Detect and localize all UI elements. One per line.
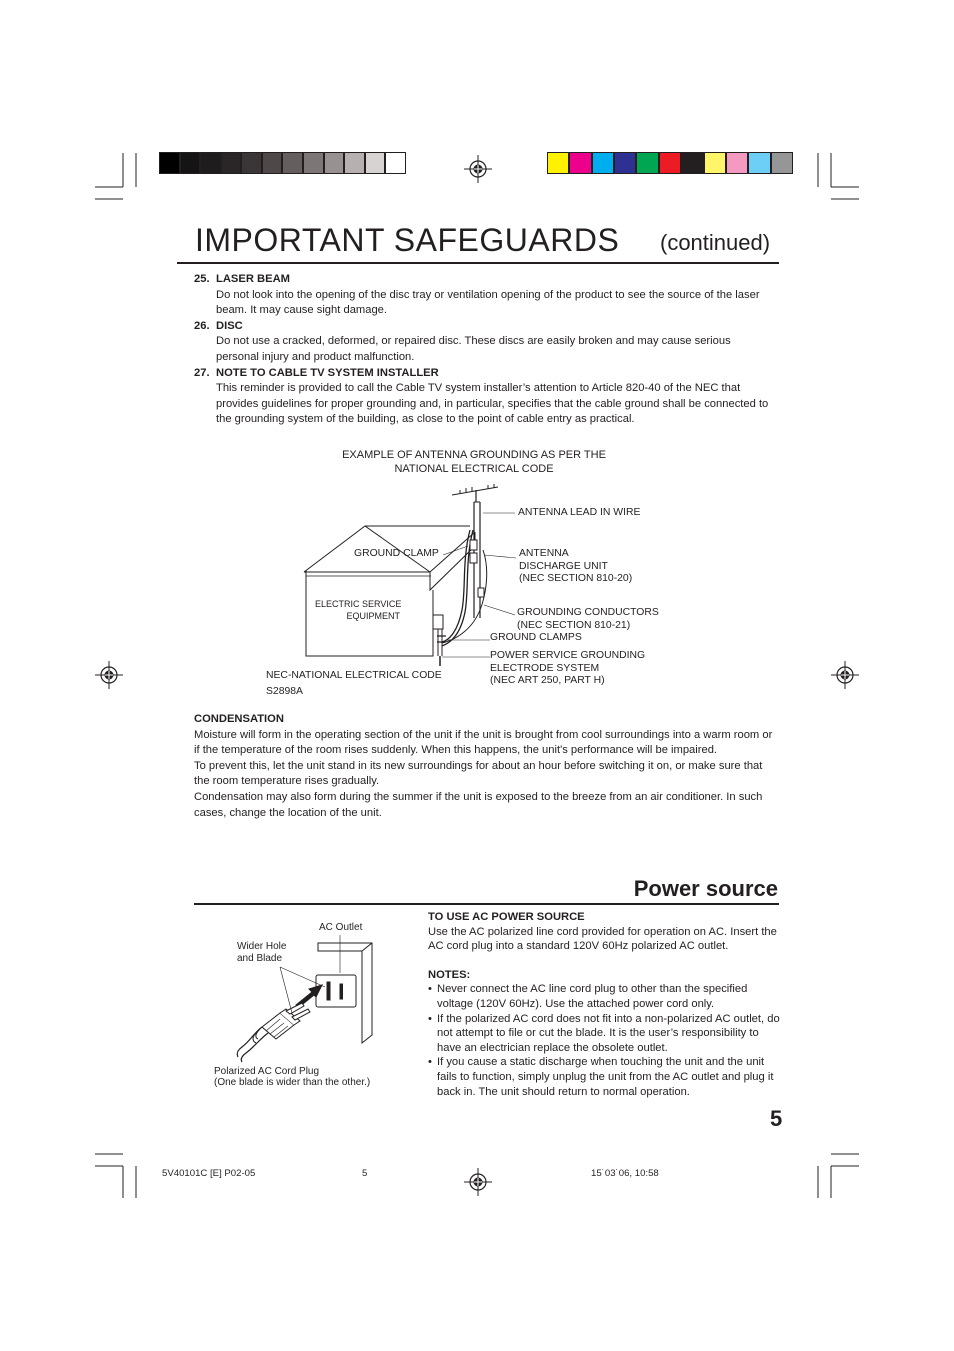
registration-target-icon — [95, 661, 123, 689]
safeguard-item — [194, 319, 774, 366]
page-subtitle: (continued) — [660, 230, 771, 255]
item-number: 27. — [194, 366, 210, 379]
power-source-title: Power source — [633, 876, 778, 901]
safeguard-list — [194, 272, 774, 428]
label-grounding-conductors: GROUNDING CONDUCTORS (NEC SECTION 810-21) — [517, 607, 659, 631]
condensation-paragraph: Moisture will form in the operating section of the unit if the unit is brought from cool surroundings into a warm room or if the temperature of the room rises suddenly. When this happens, the unit's performance will be impaired. — [194, 728, 773, 757]
footer-timestamp: 15˙03˙06, 10:58 — [591, 1168, 659, 1179]
notes-list — [428, 982, 780, 1099]
label-antenna-lead: ANTENNA LEAD IN WIRE — [518, 507, 641, 518]
note-item: • Never connect the AC line cord plug to other than the specified voltage (120V 60Hz). Use the attached power cord only. — [437, 982, 780, 1011]
note-item: • If you cause a static discharge when touching the unit and the unit fails to function, simply unplug the unit from the AC outlet and plug it back in. The unit should return to normal operation. — [437, 1055, 780, 1099]
notes-heading: NOTES: — [428, 968, 471, 981]
item-heading: LASER BEAM — [216, 273, 290, 285]
label-ground-clamps: GROUND CLAMPS — [490, 632, 582, 643]
safeguard-item — [194, 272, 774, 319]
ac-power-heading: TO USE AC POWER SOURCE — [428, 911, 585, 923]
label-wider-hole: Wider Hole and Blade — [237, 941, 287, 964]
condensation-heading: CONDENSATION — [194, 713, 284, 725]
label-electric-service: ELECTRIC SERVICE EQUIPMENT — [315, 599, 402, 621]
label-ground-clamp: GROUND CLAMP — [354, 548, 439, 559]
label-discharge-unit: ANTENNA DISCHARGE UNIT (NEC SECTION 810-20) — [519, 548, 633, 584]
label-polarized-plug: Polarized AC Cord Plug (One blade is wider than the other.) — [214, 1066, 371, 1088]
note-item: • If the polarized AC cord does not fit into a non-polarized AC outlet, do not attempt to file or cut the blade. It is the user’s responsibility to have an electrician replace the obsolete outlet. — [437, 1012, 780, 1056]
item-text: Do not look into the opening of the disc tray or ventilation opening of the product to see the source of the laser beam. It may cause sight damage. — [216, 288, 760, 317]
footer-file-code: 5V40101C [E] P02-05 — [162, 1168, 256, 1179]
title-rule — [177, 262, 779, 264]
power-source-rule — [194, 903, 779, 905]
item-number: 26. — [194, 319, 210, 332]
page-number: 5 — [770, 1106, 783, 1131]
item-heading: DISC — [216, 319, 243, 332]
item-number: 25. — [194, 273, 210, 285]
registration-target-icon — [464, 1168, 492, 1196]
registration-target-icon — [464, 155, 492, 183]
condensation-paragraph: To prevent this, let the unit stand in its new surroundings for about an hour before switching it on, or make sure that the room temperature rises gradually. — [194, 759, 763, 788]
label-ac-outlet: AC Outlet — [319, 922, 363, 933]
item-text: Do not use a cracked, deformed, or repaired disc. These discs are easily broken and may cause serious personal injury and product malfunction. — [216, 335, 731, 363]
diagram-caption: EXAMPLE OF ANTENNA GROUNDING AS PER THE NATIONAL ELECTRICAL CODE — [342, 449, 606, 475]
page-title: IMPORTANT SAFEGUARDS — [195, 222, 620, 258]
item-text: This reminder is provided to call the Cable TV system installer’s attention to Article 820-40 of the NEC that provides guidelines for proper grounding and, in particular, specifies that the cable ground shall be connected to the grounding system of the building, as close to the point of cable entry as practical. — [216, 382, 769, 426]
safeguard-item — [194, 366, 774, 428]
item-heading: NOTE TO CABLE TV SYSTEM INSTALLER — [216, 366, 439, 379]
footer-page: 5 — [362, 1168, 368, 1179]
label-power-grounding: POWER SERVICE GROUNDING ELECTRODE SYSTEM (NEC ART 250, PART H) — [490, 650, 646, 686]
label-nec: NEC-NATIONAL ELECTRICAL CODE — [266, 670, 442, 681]
registration-target-icon — [831, 661, 859, 689]
condensation-paragraph: Condensation may also form during the summer if the unit is exposed to the breeze from an air conditioner. In such cases, change the location of the unit. — [194, 790, 763, 819]
condensation-section — [194, 712, 778, 821]
ac-power-paragraph: Use the AC polarized line cord provided for operation on AC. Insert the AC cord plug into a standard 120V 60Hz polarized AC outlet. — [428, 925, 777, 953]
label-figure-code: S2898A — [266, 686, 303, 697]
power-source-text — [428, 910, 780, 1099]
